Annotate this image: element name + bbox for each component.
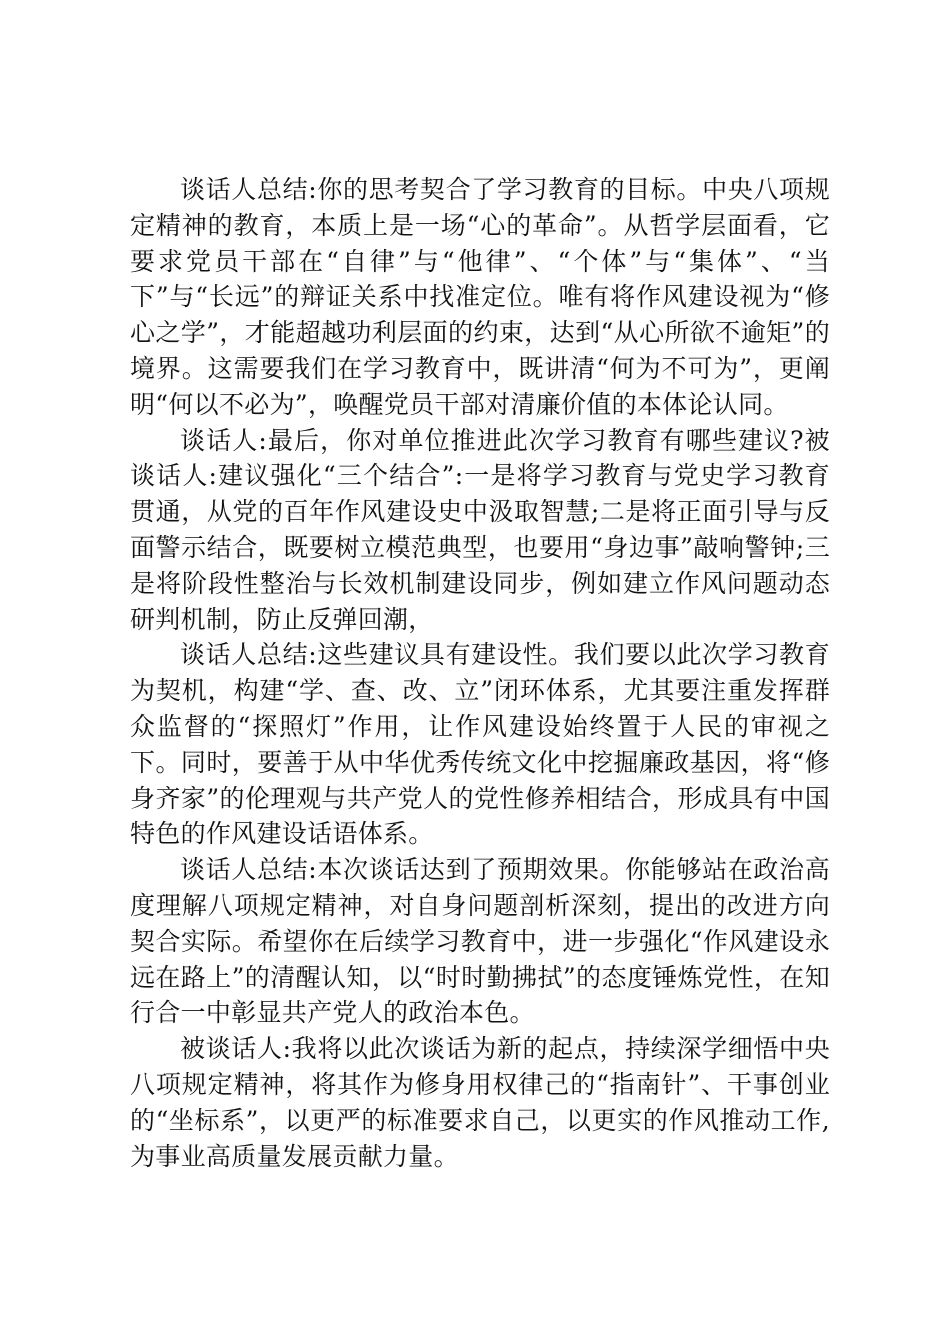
document-page — [130, 172, 830, 1174]
paragraph-summary-conclusion: 谈话人总结:本次谈话达到了预期效果。你能够站在政治高度理解八项规定精神，对自身问题剖析深刻，提出的改进方向契合实际。希望你在后续学习教育中，进一步强化“作风建设永远在路上”的清醒认知，以“时时勤拂拭”的态度锤炼党性，在知行合一中彰显共产党人的政治本色。 — [130, 855, 830, 1028]
paragraph-summary-reflection: 谈话人总结:你的思考契合了学习教育的目标。中央八项规定精神的教育，本质上是一场“心的革命”。从哲学层面看，它要求党员干部在“自律”与“他律”、“个体”与“集体”、“当下”与“长远”的辩证关系中找准定位。唯有将作风建设视为“修心之学”，才能超越功利层面的约束，达到“从心所欲不逾矩”的境界。这需要我们在学习教育中，既讲清“何为不可为”，更阐明“何以不必为”，唤醒党员干部对清廉价值的本体论认同。 — [130, 175, 830, 419]
paragraph-suggestions: 谈话人:最后，你对单位推进此次学习教育有哪些建议?被谈话人:建议强化“三个结合”:一是将学习教育与党史学习教育贯通，从党的百年作风建设史中汲取智慧;二是将正面引导与反面警示结合，既要树立模范典型，也要用“身边事”敲响警钟;三是将阶段性整治与长效机制建设同步，例如建立作风问题动态研判机制，防止反弹回潮， — [130, 425, 830, 634]
paragraph-summary-suggestions: 谈话人总结:这些建议具有建设性。我们要以此次学习教育为契机，构建“学、查、改、立”闭环体系，尤其要注重发挥群众监督的“探照灯”作用，让作风建设始终置于人民的审视之下。同时，要善于从中华优秀传统文化中挖掘廉政基因，将“修身齐家”的伦理观与共产党人的党性修养相结合，形成具有中国特色的作风建设话语体系。 — [130, 640, 830, 849]
paragraph-interviewee-commitment: 被谈话人:我将以此次谈话为新的起点，持续深学细悟中央八项规定精神，将其作为修身用权律己的“指南针”、干事创业的“坐标系”，以更严的标准要求自己，以更实的作风推动工作,为事业高质量发展贡献力量。 — [130, 1034, 830, 1171]
